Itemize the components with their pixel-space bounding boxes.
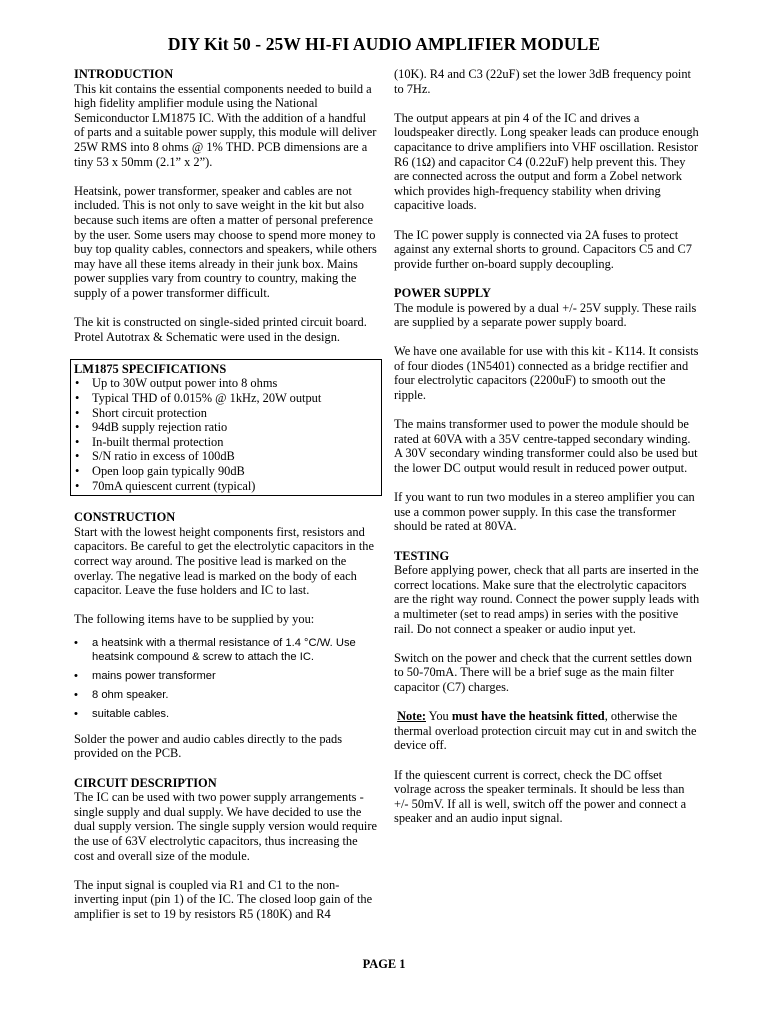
spec-item: • Up to 30W output power into 8 ohms — [74, 376, 378, 391]
circuit-paragraph-2: The input signal is coupled via R1 and C1 to the non-inverting input (pin 1) of the IC. The closed loop gain of the amplifier is set to 19 by resistors R5 (180K) and R4 — [74, 877, 373, 921]
left-column — [74, 67, 378, 936]
note-emphasis: must have the heatsink fitted — [451, 709, 605, 724]
spec-item: • Typical THD of 0.015% @ 1kHz, 20W output — [74, 391, 378, 406]
specifications-box — [70, 359, 382, 496]
construction-paragraph-1: Start with the lowest height components first, resistors and capacitors. Be careful to get the electrolytic capacitors in the correct way around. The positive lead is marked on the overlay. The negative lead is marked on the body of each capacitor. Leave the fuse holders and IC to last. — [74, 524, 374, 598]
specifications-heading: LM1875 SPECIFICATIONS — [74, 361, 227, 376]
right-column — [394, 67, 700, 840]
testing-paragraph-4: If the quiescent current is correct, check the DC offset volrage across the speaker terminals. It should be less than +/- 50mV. If all is well, switch off the power and connect a speaker and an audio input signal. — [394, 767, 687, 826]
circuit-paragraph-3: The output appears at pin 4 of the IC and drives a loudspeaker directly. Long speaker leads can produce enough capacitance to drive amplifiers into VHF oscillation. Resistor R6 (1Ω) and capacitor C4 (0.22uF) help prevent this. They are connected across the output and form a Zobel network which provides high-frequency stability when driving capacitive loads. — [394, 110, 699, 213]
introduction-paragraph-2: Heatsink, power transformer, speaker and cables are not included. This is not only to save weight in the kit but also because such items are often a matter of personal preference by the user. Some users may choose to spend more money to buy top quality cables, connectors and speakers, while others may have all these items already in their junk box. Mains power supplies vary from country to country, making the supply of a power transformer difficult. — [74, 183, 377, 300]
testing-paragraph-2: Switch on the power and check that the current settles down to 50-70mA. There will be a brief suge as the main filter capacitor (C7) charges. — [394, 650, 692, 694]
supplied-item: • suitable cables. — [74, 707, 378, 721]
construction-paragraph-3: Solder the power and audio cables directly to the pads provided on the PCB. — [74, 731, 343, 761]
introduction-paragraph-3: The kit is constructed on single-sided printed circuit board. Protel Autotrax & Schematic were used in the design. — [74, 315, 367, 344]
circuit-description-heading: CIRCUIT DESCRIPTION — [74, 775, 217, 790]
testing-paragraph-1: Before applying power, check that all parts are inserted in the correct locations. Make sure that the electrolytic capacitors are the right way round. Connect the power supply leads with a multimeter (set to read amps) in series with the positive rail. Do not connect a speaker or audio input yet. — [394, 563, 700, 636]
spec-item: • Short circuit protection — [74, 406, 378, 421]
power-paragraph-2: We have one available for use with this kit - K114. It consists of four diodes (1N5401) connected as a bridge rectifier and four electrolytic capacitors (2200uF) to smooth out the ripple. — [394, 344, 699, 403]
spec-item: • 94dB supply rejection ratio — [74, 420, 378, 435]
power-paragraph-1: The module is powered by a dual +/- 25V supply. These rails are supplied by a separate power supply board. — [394, 300, 697, 330]
construction-heading: CONSTRUCTION — [74, 510, 176, 525]
spec-item: • S/N ratio in excess of 100dB — [74, 449, 378, 464]
supplied-item: • a heatsink with a thermal resistance of 1.4 °C/W. Use heatsink compound & screw to attach the IC. — [74, 636, 378, 665]
note-text-post: , otherwise the thermal overload protection circuit may cut in and switch the device off. — [394, 709, 697, 753]
circuit-paragraph-1: The IC can be used with two power supply arrangements - single supply and dual supply. We have decided to use the dual supply version. The single supply version would require the use of 63V electrolytic capacitors, thus increasing the cost and overall size of the module. — [74, 790, 377, 863]
testing-heading: TESTING — [394, 548, 450, 563]
power-paragraph-3: The mains transformer used to power the module should be rated at 60VA with a 35V centre-tapped secondary winding. A 30V secondary winding transformer could also be used but the lower DC output would result in reduced power output. — [394, 417, 698, 476]
spec-item: • 70mA quiescent current (typical) — [74, 479, 378, 494]
power-supply-heading: POWER SUPPLY — [394, 285, 491, 300]
supplied-item: • mains power transformer — [74, 669, 378, 683]
introduction-heading: INTRODUCTION — [74, 67, 174, 81]
note-label: Note: — [397, 709, 427, 724]
page-title: DIY Kit 50 - 25W HI-FI AUDIO AMPLIFIER MODULE — [167, 34, 601, 54]
circuit-paragraph-2-continued: (10K). R4 and C3 (22uF) set the lower 3dB frequency point to 7Hz. — [394, 67, 691, 96]
note-text-pre: You — [426, 709, 452, 724]
introduction-paragraph-1: This kit contains the essential components needed to build a high fidelity amplifier module using the National Semiconductor LM1875 IC. With the addition of a handful of parts and a suitable power supply, this module will deliver 25W RMS into 8 ohms @ 1% THD. PCB dimensions are a tiny 53 x 50mm (2.1” x 2”). — [74, 81, 377, 169]
testing-note — [394, 709, 700, 753]
specifications-list — [74, 376, 378, 493]
page-number: PAGE 1 — [362, 957, 406, 971]
spec-item: • In-built thermal protection — [74, 435, 378, 450]
supplied-item: • 8 ohm speaker. — [74, 688, 378, 702]
power-paragraph-4: If you want to run two modules in a stereo amplifier you can use a common power supply. In this case the transformer should be rated at 80VA. — [394, 490, 695, 534]
supplied-items-list — [74, 636, 378, 722]
construction-paragraph-2: The following items have to be supplied by you: — [74, 612, 315, 627]
circuit-paragraph-4: The IC power supply is connected via 2A fuses to protect against any external shorts to ground. Capacitors C5 and C7 provide further on-board supply decoupling. — [394, 227, 693, 271]
spec-item: • Open loop gain typically 90dB — [74, 464, 378, 479]
